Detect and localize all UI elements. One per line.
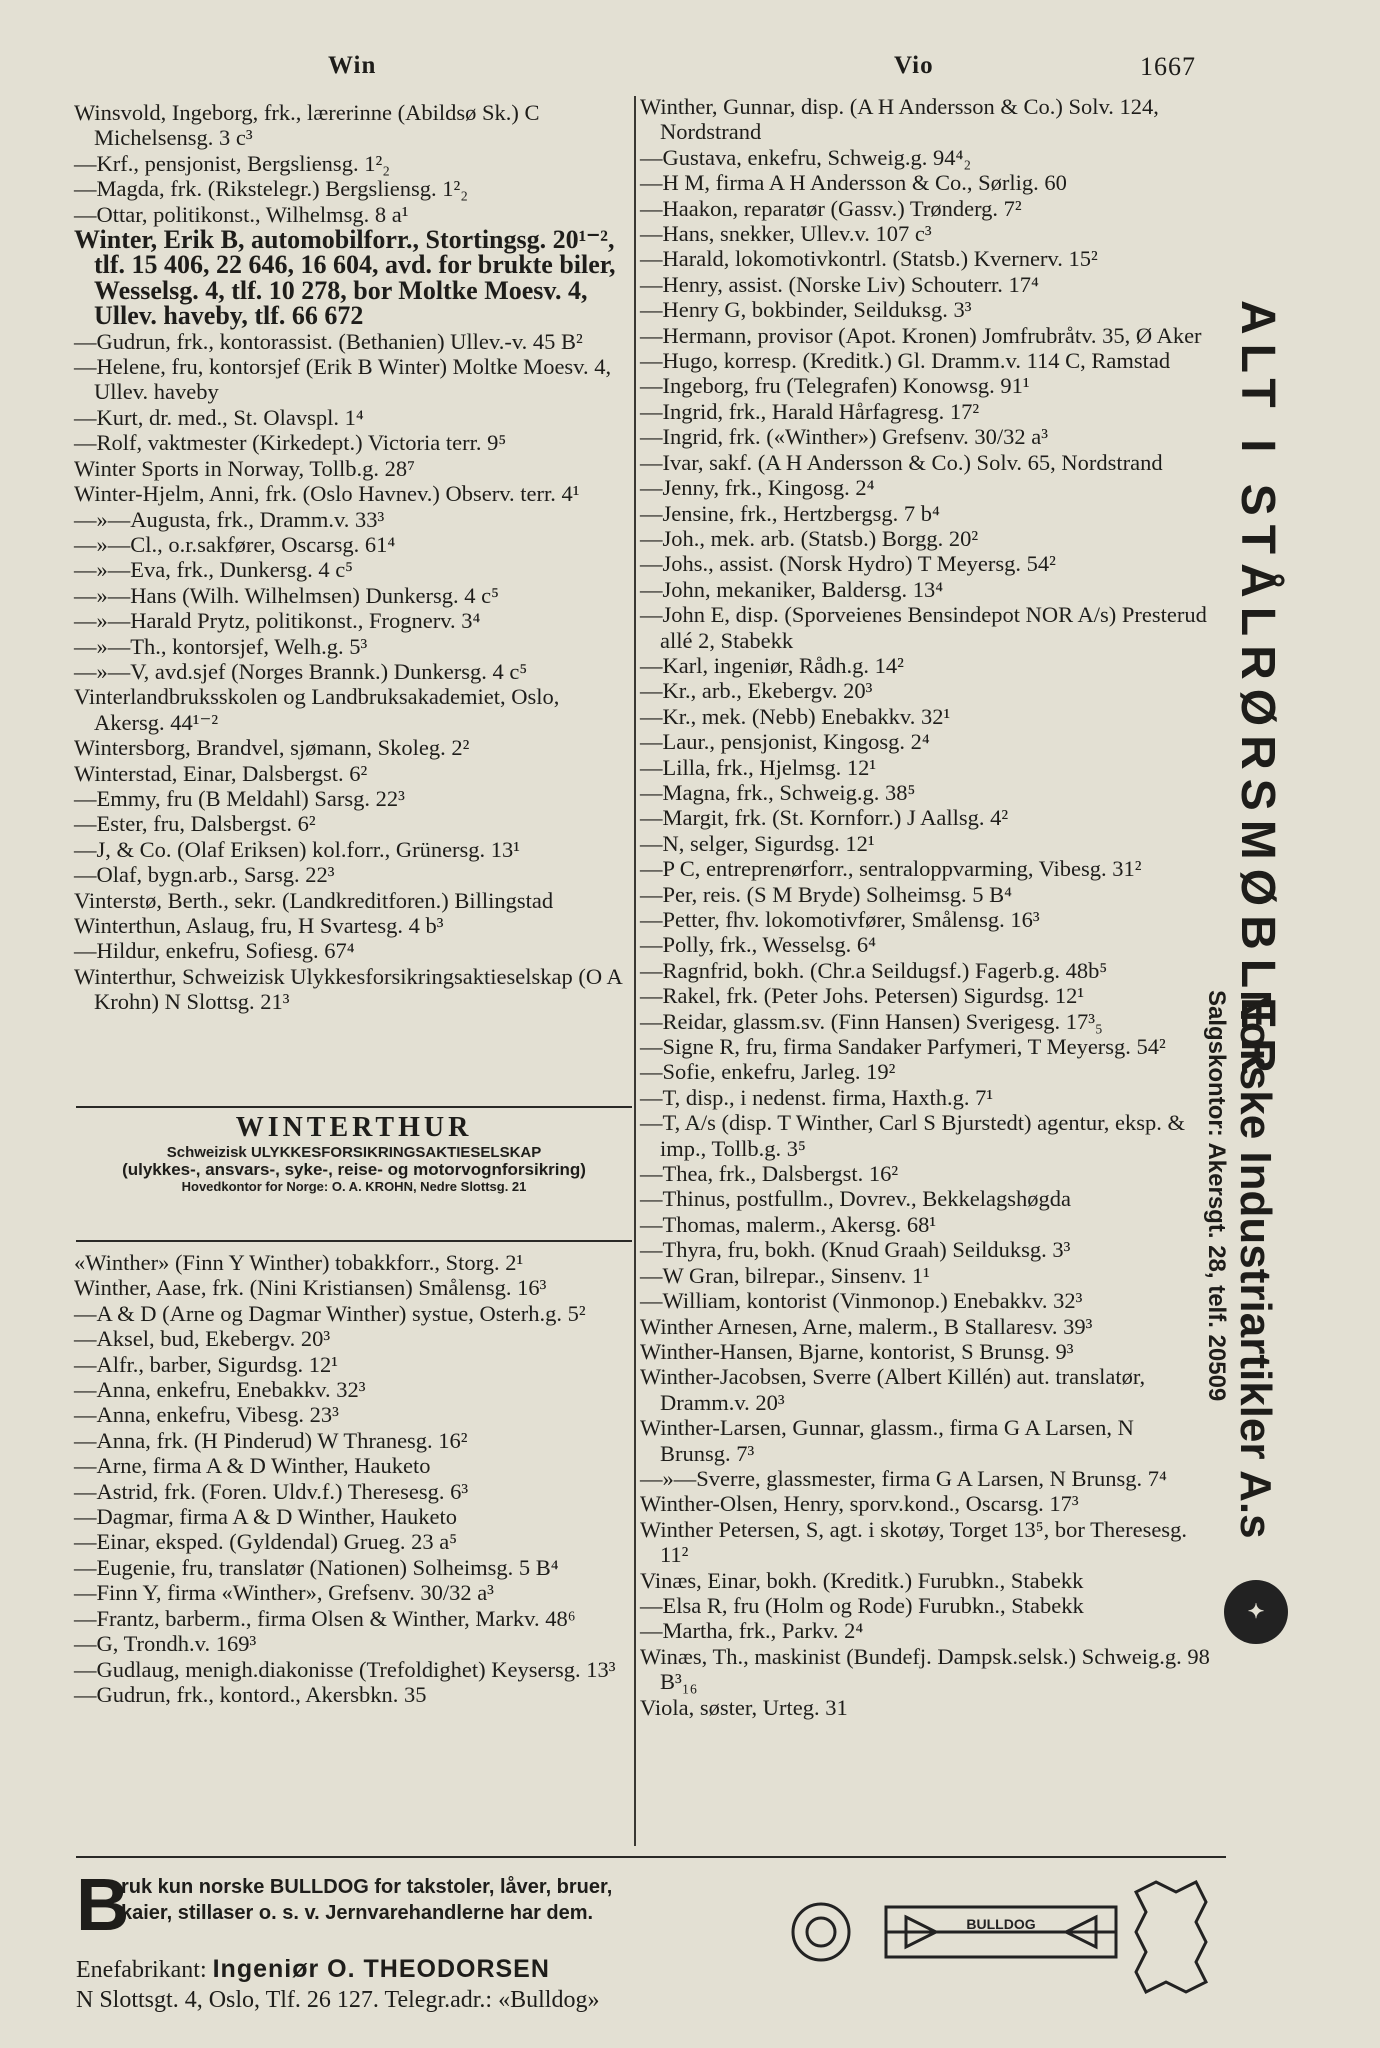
directory-entry: —Joh., mek. arb. (Statsb.) Borgg. 20² bbox=[640, 525, 979, 551]
directory-entry: Winther Arnesen, Arne, malerm., B Stallaresv. 39³ bbox=[640, 1313, 1093, 1339]
directory-entry: —Karl, ingeniør, Rådh.g. 14² bbox=[640, 652, 904, 678]
winterthur-line1: Schweizisk ULYKKESFORSIKRINGSAKTIESELSKAP bbox=[166, 1144, 542, 1161]
directory-entry: —Hermann, provisor (Apot. Kronen) Jomfrubråtv. 35, Ø Aker bbox=[640, 322, 1202, 348]
page-number: 1667 bbox=[1140, 52, 1196, 81]
winterthur-line3: Hovedkontor for Norge: O. A. KROHN, Nedre Slottsg. 21 bbox=[181, 1179, 527, 1194]
directory-entry: Vinterstø, Berth., sekr. (Landkreditforen.) Billingstad bbox=[74, 887, 554, 913]
directory-entry: —Margit, frk. (St. Kornforr.) J Aallsg. 4² bbox=[640, 805, 1009, 831]
directory-entry: —H M, firma A H Andersson & Co., Sørlig. 60 bbox=[640, 170, 1067, 196]
directory-entry: —Jensine, frk., Hertzbergsg. 7 b⁴ bbox=[640, 500, 940, 526]
bulldog-initial: B bbox=[76, 1863, 130, 1946]
directory-entry: —Aksel, bud, Ekebergv. 20³ bbox=[74, 1326, 331, 1352]
directory-entry: —Henry G, bokbinder, Seilduksg. 3³ bbox=[640, 297, 972, 323]
directory-entry: Wintersborg, Brandvel, sjømann, Skoleg. 2² bbox=[74, 735, 470, 761]
directory-entry: —Reidar, glassm.sv. (Finn Hansen) Sverigesg. 17³₅ bbox=[640, 1008, 1103, 1034]
directory-entry: —Kr., arb., Ekebergv. 20³ bbox=[640, 678, 873, 704]
directory-entry: —Thyra, fru, bokh. (Knud Graah) Seilduksg. 3³ bbox=[640, 1237, 1071, 1263]
directory-entry: —»—Th., kontorsjef, Welh.g. 5³ bbox=[74, 633, 368, 659]
side-ad-stalror-text: ALT I STÅLRØRSMØBLER bbox=[1231, 300, 1284, 1082]
left-column bbox=[74, 100, 634, 1015]
side-ad-stalror bbox=[1225, 300, 1285, 1082]
directory-entry: —Elsa R, fru (Holm og Rode) Furubkn., Stabekk bbox=[640, 1592, 1084, 1618]
directory-entry: Winæs, Th., maskinist (Bundefj. Dampsk.selsk.) Schweig.g. 98 B³₁₆ bbox=[640, 1643, 1210, 1695]
directory-entry: —Laur., pensjonist, Kingosg. 2⁴ bbox=[640, 729, 930, 755]
directory-entry: —Hildur, enkefru, Sofiesg. 67⁴ bbox=[74, 938, 355, 964]
bulldog-ad bbox=[76, 1862, 1226, 2022]
directory-entry: —Eugenie, fru, translatør (Nationen) Solheimsg. 5 B⁴ bbox=[74, 1554, 559, 1580]
company-logo-icon: ✦ bbox=[1224, 1580, 1288, 1644]
directory-entry: —Rakel, frk. (Peter Johs. Petersen) Sigurdsg. 12¹ bbox=[640, 983, 1085, 1009]
directory-entry: —Per, reis. (S M Bryde) Solheimsg. 5 B⁴ bbox=[640, 881, 1012, 907]
directory-entry: —Thea, frk., Dalsbergst. 16² bbox=[640, 1161, 899, 1187]
directory-entry: —Signe R, fru, firma Sandaker Parfymeri, T Meyersg. 54² bbox=[640, 1034, 1166, 1060]
directory-entry: —Gudlaug, menigh.diakonisse (Trefoldighet) Keysersg. 13³ bbox=[74, 1656, 616, 1682]
directory-entry: —»—Harald Prytz, politikonst., Frognerv. 3⁴ bbox=[74, 608, 481, 634]
directory-entry: —»—Augusta, frk., Dramm.v. 33³ bbox=[74, 506, 385, 532]
directory-entry: Winter-Hjelm, Anni, frk. (Oslo Havnev.) Observ. terr. 4¹ bbox=[74, 481, 580, 507]
ad-top-rule bbox=[76, 1106, 632, 1108]
directory-entry: —J, & Co. (Olaf Eriksen) kol.forr., Grünersg. 13¹ bbox=[74, 836, 521, 862]
directory-entry: —Anna, enkefru, Enebakkv. 32³ bbox=[74, 1377, 366, 1403]
directory-entry: —»—Eva, frk., Dunkersg. 4 c⁵ bbox=[74, 557, 354, 583]
directory-entry: Winther Petersen, S, agt. i skotøy, Torget 13⁵, bor Theresesg. 11² bbox=[640, 1516, 1187, 1568]
directory-entry: —»—Hans (Wilh. Wilhelmsen) Dunkersg. 4 c⁵ bbox=[74, 582, 499, 608]
bulldog-line2: kaier, stillaser o. s. v. Jernvarehandlerne har dem. bbox=[121, 1902, 594, 1924]
directory-entry: —Gustava, enkefru, Schweig.g. 94⁴₂ bbox=[640, 144, 972, 170]
side-ad-norske-contact: Salgskontor: Akersgt. 28, telf. 20509 bbox=[1203, 990, 1230, 1402]
directory-entry: —Ester, fru, Dalsbergst. 6² bbox=[74, 811, 316, 837]
left-column-2 bbox=[74, 1250, 634, 1707]
directory-entry: —Finn Y, firma «Winther», Grefsenv. 30/32 a³ bbox=[74, 1580, 494, 1606]
directory-entry: —Gudrun, frk., kontorassist. (Bethanien) Ullev.-v. 45 B² bbox=[74, 328, 583, 354]
directory-entry: Vinæs, Einar, bokh. (Kreditk.) Furubkn., Stabekk bbox=[640, 1567, 1084, 1593]
directory-entry: —Jenny, frk., Kingosg. 2⁴ bbox=[640, 475, 875, 501]
directory-entry: —Sofie, enkefru, Jarleg. 19² bbox=[640, 1059, 896, 1085]
directory-entry: —Ragnfrid, bokh. (Chr.a Seildugsf.) Fagerb.g. 48b⁵ bbox=[640, 957, 1108, 983]
directory-entry: Winterstad, Einar, Dalsbergst. 6² bbox=[74, 760, 368, 786]
side-ad-norske-name: Norske Industriartikler A.s bbox=[1231, 990, 1280, 1539]
directory-entry: —Harald, lokomotivkontrl. (Statsb.) Kvernerv. 15² bbox=[640, 246, 1098, 272]
bulldog-manufacturer bbox=[76, 1954, 599, 2015]
directory-entry: —»—V, avd.sjef (Norges Brannk.) Dunkersg. 4 c⁵ bbox=[74, 658, 528, 684]
directory-entry: —Magda, frk. (Rikstelegr.) Bergsliensg. 1²₂ bbox=[74, 176, 469, 202]
directory-entry: —»—Sverre, glassmester, firma G A Larsen, N Brunsg. 7⁴ bbox=[640, 1465, 1167, 1491]
bulldog-text bbox=[121, 1874, 612, 1926]
directory-entry: —Hans, snekker, Ullev.v. 107 c³ bbox=[640, 221, 932, 247]
directory-entry: Viola, søster, Urteg. 31 bbox=[640, 1694, 848, 1720]
directory-entry: —Henry, assist. (Norske Liv) Schouterr. 17⁴ bbox=[640, 271, 1039, 297]
directory-entry: —Johs., assist. (Norsk Hydro) T Meyersg. 54² bbox=[640, 551, 1056, 577]
directory-entry: —John, mekaniker, Baldersg. 13⁴ bbox=[640, 576, 944, 602]
directory-entry: —Helene, fru, kontorsjef (Erik B Winter) Moltke Moesv. 4, Ullev. haveby bbox=[74, 354, 612, 405]
directory-entry: Winsvold, Ingeborg, frk., lærerinne (Abildsø Sk.) C Michelsensg. 3 c³ bbox=[74, 100, 540, 151]
directory-entry: Winther, Aase, frk. (Nini Kristiansen) Smålensg. 16³ bbox=[74, 1275, 547, 1301]
directory-entry: «Winther» (Finn Y Winther) tobakkforr., Storg. 2¹ bbox=[74, 1250, 524, 1275]
directory-entry: —Rolf, vaktmester (Kirkedept.) Victoria terr. 9⁵ bbox=[74, 430, 507, 456]
directory-entry: —T, A/s (disp. T Winther, Carl S Bjurstedt) agentur, eksp. & imp., Tollb.g. 3⁵ bbox=[640, 1110, 1185, 1161]
directory-entry: —Hugo, korresp. (Kreditk.) Gl. Dramm.v. 114 C, Ramstad bbox=[640, 348, 1171, 374]
bulldog-address: N Slottsgt. 4, Oslo, Tlf. 26 127. Telegr.adr.: «Bulldog» bbox=[76, 1987, 600, 2013]
directory-entry: —Petter, fhv. lokomotivfører, Smålensg. 16³ bbox=[640, 907, 1040, 932]
directory-entry: —Lilla, frk., Hjelmsg. 12¹ bbox=[640, 754, 877, 780]
directory-entry: Winther-Olsen, Henry, sporv.kond., Oscarsg. 17³ bbox=[640, 1491, 1079, 1517]
side-ad-norske bbox=[1203, 990, 1285, 1590]
directory-entry: —Magna, frk., Schweig.g. 38⁵ bbox=[640, 779, 916, 805]
directory-entry: —N, selger, Sigurdsg. 12¹ bbox=[640, 830, 875, 856]
directory-entry: —Ingeborg, fru (Telegrafen) Konowsg. 91¹ bbox=[640, 373, 1030, 399]
directory-entry: Winterthun, Aslaug, fru, H Svartesg. 4 b³ bbox=[74, 913, 444, 938]
header-center: Vio bbox=[894, 52, 934, 79]
directory-entry: Winther-Hansen, Bjarne, kontorist, S Brunsg. 9³ bbox=[640, 1338, 1074, 1364]
directory-entry: —Ingrid, frk., Harald Hårfagresg. 17² bbox=[640, 398, 980, 424]
directory-entry: —Dagmar, firma A & D Winther, Hauketo bbox=[74, 1504, 458, 1530]
directory-entry: —T, disp., i nedenst. firma, Haxth.g. 7¹ bbox=[640, 1084, 994, 1110]
bulldog-line1: ruk kun norske BULLDOG for takstoler, låver, bruer, bbox=[121, 1876, 613, 1898]
directory-entry: —Kurt, dr. med., St. Olavspl. 1⁴ bbox=[74, 404, 364, 430]
header-left: Win bbox=[328, 52, 377, 79]
directory-entry: —P C, entreprenørforr., sentraloppvarming, Vibesg. 31² bbox=[640, 856, 1142, 882]
directory-entry: Winther-Jacobsen, Sverre (Albert Killén) aut. translatør, Dramm.v. 20³ bbox=[640, 1364, 1146, 1415]
winterthur-title: WINTERTHUR bbox=[235, 1112, 473, 1143]
bottom-rule bbox=[76, 1856, 1226, 1858]
directory-entry: —Ivar, sakf. (A H Andersson & Co.) Solv. 65, Nordstrand bbox=[640, 449, 1163, 475]
directory-entry: Winther, Gunnar, disp. (A H Andersson & Co.) Solv. 124, Nordstrand bbox=[640, 94, 1159, 145]
directory-entry: Winter Sports in Norway, Tollb.g. 28⁷ bbox=[74, 455, 415, 481]
directory-entry: Winter, Erik B, automobilforr., Stortingsg. 20¹⁻², tlf. 15 406, 22 646, 16 604, avd. for brukte biler, Wesselsg. 4, tlf. 10 278, bor Moltke Moesv. 4, Ullev. haveby, tlf. 66 672 bbox=[74, 225, 616, 331]
directory-entry: —Ingrid, frk. («Winther») Grefsenv. 30/32 a³ bbox=[640, 424, 1049, 450]
directory-entry: —Anna, enkefru, Vibesg. 23³ bbox=[74, 1402, 339, 1428]
directory-entry: Winterthur, Schweizisk Ulykkesforsikringsaktieselskap (O A Krohn) N Slottsg. 21³ bbox=[74, 963, 622, 1015]
directory-entry: —Frantz, barberm., firma Olsen & Winther, Markv. 48⁶ bbox=[74, 1605, 576, 1631]
directory-entry: —Krf., pensjonist, Bergsliensg. 1²₂ bbox=[74, 150, 391, 176]
directory-entry: —G, Trondh.v. 169³ bbox=[74, 1631, 257, 1657]
directory-entry: —Arne, firma A & D Winther, Hauketo bbox=[74, 1453, 431, 1479]
directory-entry: —»—Cl., o.r.sakfører, Oscarsg. 61⁴ bbox=[74, 531, 396, 557]
directory-entry: —W Gran, bilrepar., Sinsenv. 1¹ bbox=[640, 1262, 930, 1288]
directory-entry: —Astrid, frk. (Foren. Uldv.f.) Theresesg. 6³ bbox=[74, 1478, 469, 1504]
directory-entry: —Olaf, bygn.arb., Sarsg. 22³ bbox=[74, 862, 335, 888]
directory-entry: —Alfr., barber, Sigurdsg. 12¹ bbox=[74, 1351, 338, 1377]
directory-entry: —A & D (Arne og Dagmar Winther) systue, Osterh.g. 5² bbox=[74, 1300, 586, 1326]
directory-entry: —Einar, eksped. (Gyldendal) Grueg. 23 a⁵ bbox=[74, 1529, 458, 1555]
directory-entry: —Thomas, malerm., Akersg. 68¹ bbox=[640, 1211, 937, 1237]
bulldog-fab-name: Ingeniør O. THEODORSEN bbox=[212, 1955, 550, 1983]
ad-bottom-rule bbox=[76, 1240, 632, 1242]
column-divider bbox=[634, 96, 636, 1846]
directory-entry: —Gudrun, frk., kontord., Akersbkn. 35 bbox=[74, 1681, 427, 1707]
directory-entry: —Thinus, postfullm., Dovrev., Bekkelagshøgda bbox=[640, 1186, 1071, 1212]
directory-entry: —Kr., mek. (Nebb) Enebakkv. 32¹ bbox=[640, 703, 951, 729]
bulldog-picture-label: BULLDOG bbox=[966, 1916, 1036, 1932]
directory-entry: —Martha, frk., Parkv. 2⁴ bbox=[640, 1618, 864, 1644]
directory-entry: —Ottar, politikonst., Wilhelmsg. 8 a¹ bbox=[74, 201, 409, 227]
right-column bbox=[640, 94, 1210, 1720]
directory-entry: Vinterlandbruksskolen og Landbruksakademiet, Oslo, Akersg. 44¹⁻² bbox=[74, 684, 560, 735]
directory-entry: —Emmy, fru (B Meldahl) Sarsg. 22³ bbox=[74, 785, 405, 811]
directory-entry: —Haakon, reparatør (Gassv.) Trønderg. 7² bbox=[640, 195, 1022, 221]
directory-entry: —Anna, frk. (H Pinderud) W Thranesg. 16² bbox=[74, 1427, 468, 1453]
winterthur-line2: (ulykkes-, ansvars-, syke-, reise- og motorvognforsikring) bbox=[122, 1160, 586, 1179]
bulldog-connector-picture bbox=[786, 1867, 1226, 1997]
directory-entry: Winther-Larsen, Gunnar, glassm., firma G A Larsen, N Brunsg. 7³ bbox=[640, 1415, 1134, 1466]
directory-entry: —William, kontorist (Vinmonop.) Enebakkv. 32³ bbox=[640, 1288, 1083, 1314]
directory-entry: —Polly, frk., Wesselsg. 6⁴ bbox=[640, 932, 877, 958]
bulldog-fab-label: Enefabrikant: bbox=[76, 1957, 207, 1983]
directory-entry: —John E, disp. (Sporveienes Bensindepot NOR A/s) Presterud allé 2, Stabekk bbox=[640, 602, 1207, 653]
winterthur-ad bbox=[76, 1112, 632, 1194]
